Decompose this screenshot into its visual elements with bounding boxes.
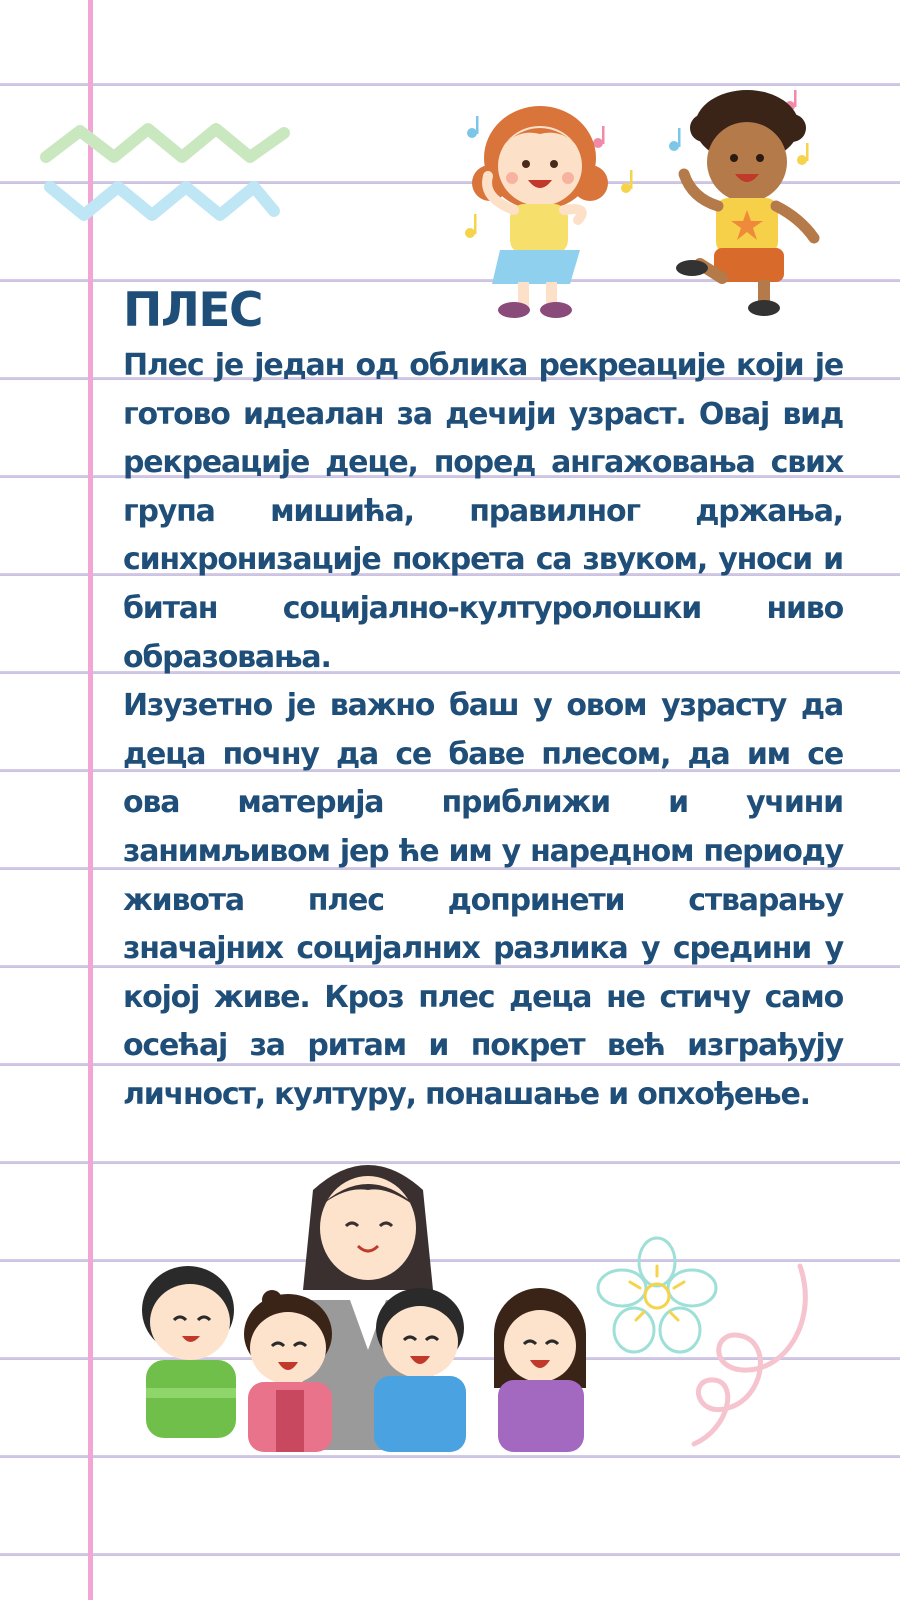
- body-text: [123, 342, 843, 1120]
- paragraph: Изузетно је важно баш у овом узрасту да деца почну да се баве плесом, да им се ова материја приближи и учини занимљивом јер ће им у наредном периоду живота плес допринети стварању значајних социјалних разлика у средини у којој живе. Кроз плес деца не стичу само осећај за ритам и покрет већ изграђују личност, културу, понашање и опхођење.: [123, 688, 843, 1112]
- dancing-children-illustration: [452, 88, 832, 328]
- margin-line: [88, 0, 93, 1600]
- page-title: ПЛЕС: [123, 283, 262, 338]
- pink-loop-doodle: [668, 1258, 828, 1458]
- paragraph: Плес је један од облика рекреације који је готово идеалан за дечији узраст. Овај вид рекреације деце, поред ангажовања свих група мишића, правилног држања, синхронизације покрета са звуком, уноси и битан социјално-културолошки ниво образовања.: [123, 348, 843, 675]
- teacher-with-children-illustration: [118, 1150, 638, 1470]
- zigzag-doodles: [40, 115, 300, 235]
